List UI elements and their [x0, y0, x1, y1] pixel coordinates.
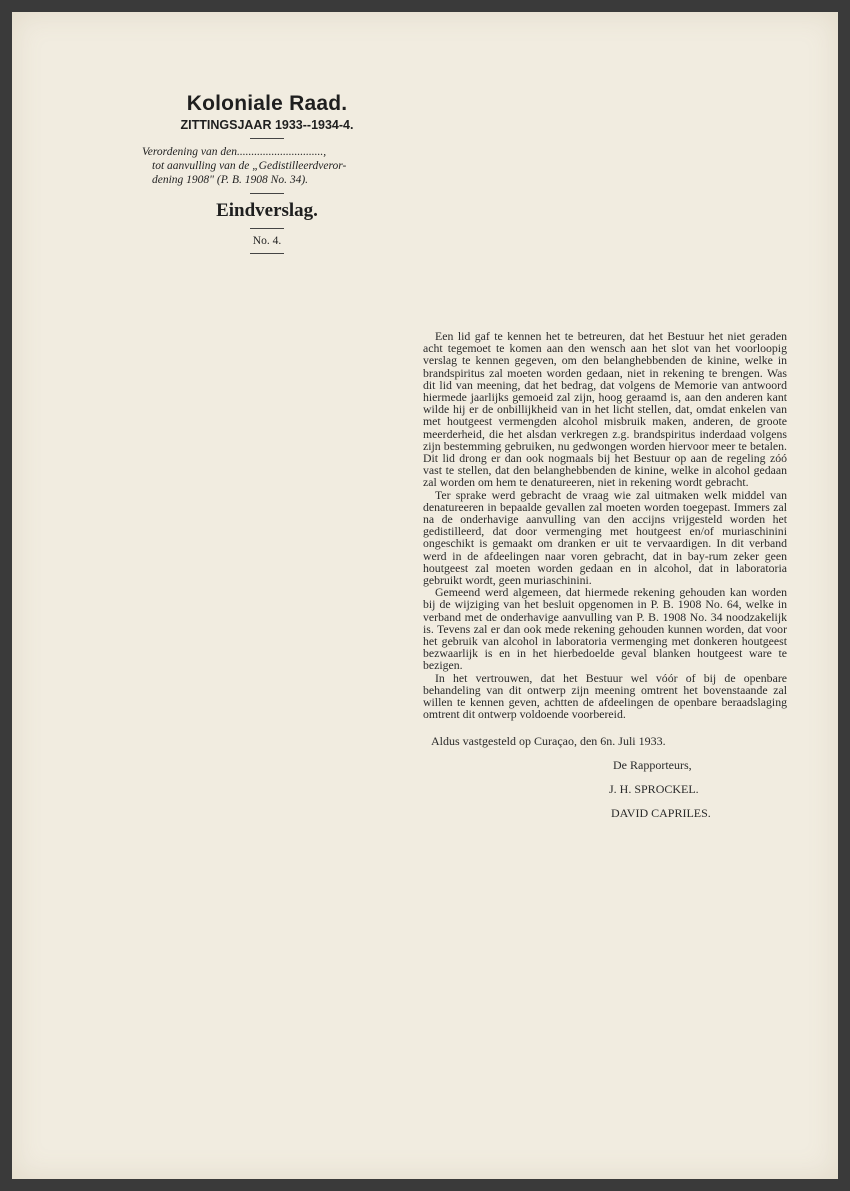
report-body — [423, 330, 787, 819]
report-title: Eindverslag. — [216, 200, 318, 221]
paragraph: Een lid gaf te kennen het te betreuren, dat het Bestuur het niet geraden acht tegemoet te komen aan den wensch aan het slot van het voorloopig verslag te kennen gegeven, om den belanghebbenden de kinine, welke in brandspiritus zal moeten worden gedaan, niet in rekening te brengen. Was dit lid van meening, dat het bedrag, dat volgens de Memorie van antwoord hiermede jaarlijks gemoeid zal zijn, hoog geraamd is, aan den anderen kant wilde hij er de onbillijkheid van in het licht stellen, dat, omdat enkelen van met houtgeest vermengden alcohol misbruik maken, anderen, de groote meerderheid, die het alsdan verkregen z.g. brandspiritus inderdaad volgens zijn bestemming gebruiken, nu gedwongen worden hiervoor meer te betalen. Dit lid drong er dan ook nogmaals bij het Bestuur op aan de regeling zóó vast te stellen, dat den belanghebbenden de kinine, welke in alcohol gedaan zal worden om hem te denatureeren, niet in rekening wordt gebracht. — [423, 329, 787, 490]
date-line: Aldus vastgesteld op Curaçao, den 6n. Juli 1933. — [431, 733, 666, 748]
divider — [250, 193, 284, 194]
divider — [250, 228, 284, 229]
ordinance-line: tot aanvulling van de „Gedistilleerdveror- — [152, 160, 347, 172]
session-year: ZITTINGSJAAR 1933--1934-4. — [180, 118, 354, 132]
divider — [250, 253, 284, 254]
ordinance-description — [132, 145, 402, 187]
signatory-name: DAVID CAPRILES. — [611, 806, 711, 821]
council-title: Koloniale Raad. — [186, 92, 348, 115]
paragraph: Ter sprake werd gebracht de vraag wie zal uitmaken welk middel van denatureeren in bepaalde gevallen zal moeten worden toegepast. Immers zal na de onderhavige aanvulling van den accijns vrijgesteld worden het gedistilleerd, dat door vermenging met houtgeest en/of muriaschinini ongeschikt is gemaakt om dranken er uit te vervaardigen. In dit verband werd in de afdeelingen naar voren gebracht, dat in bay-rum zeker geen houtgeest zal moeten worden gedaan en in alcohol, dat in laboratoria gebruikt wordt, geen muriaschinini. — [423, 487, 787, 588]
report-number: No. 4. — [252, 235, 282, 247]
ordinance-line: Verordening van den.............................., — [142, 146, 327, 158]
document-page — [12, 12, 838, 1179]
closing-block — [423, 735, 787, 820]
divider — [250, 138, 284, 139]
paragraph: In het vertrouwen, dat het Bestuur wel vóór of bij de openbare behandeling van dit ontwerp zijn meening omtrent het bovenstaande zal willen te kennen geven, achtten de afdeelingen de openbare beraadslaging omtrent dit ontwerp voldoende voorbereid. — [423, 670, 787, 722]
signatory-name: J. H. SPROCKEL. — [609, 781, 699, 796]
paragraph: Gemeend werd algemeen, dat hiermede rekening gehouden kan worden bij de wijziging van het besluit opgenomen in P. B. 1908 No. 64, welke in verband met de onderhavige aanvulling van P. B. 1908 No. 34 noodzakelijk is. Tevens zal er dan ook mede rekening gehouden kunnen worden, dat voor het gebruik van alcohol in laboratoria vermenging met donkeren houtgeest bezwaarlijk is en in het hierbedoelde geval blanken houtgeest ware te bezigen. — [423, 585, 787, 673]
ordinance-line: dening 1908" (P. B. 1908 No. 34). — [152, 174, 309, 186]
document-header — [132, 92, 402, 260]
rapporteurs-label: De Rapporteurs, — [613, 757, 692, 772]
